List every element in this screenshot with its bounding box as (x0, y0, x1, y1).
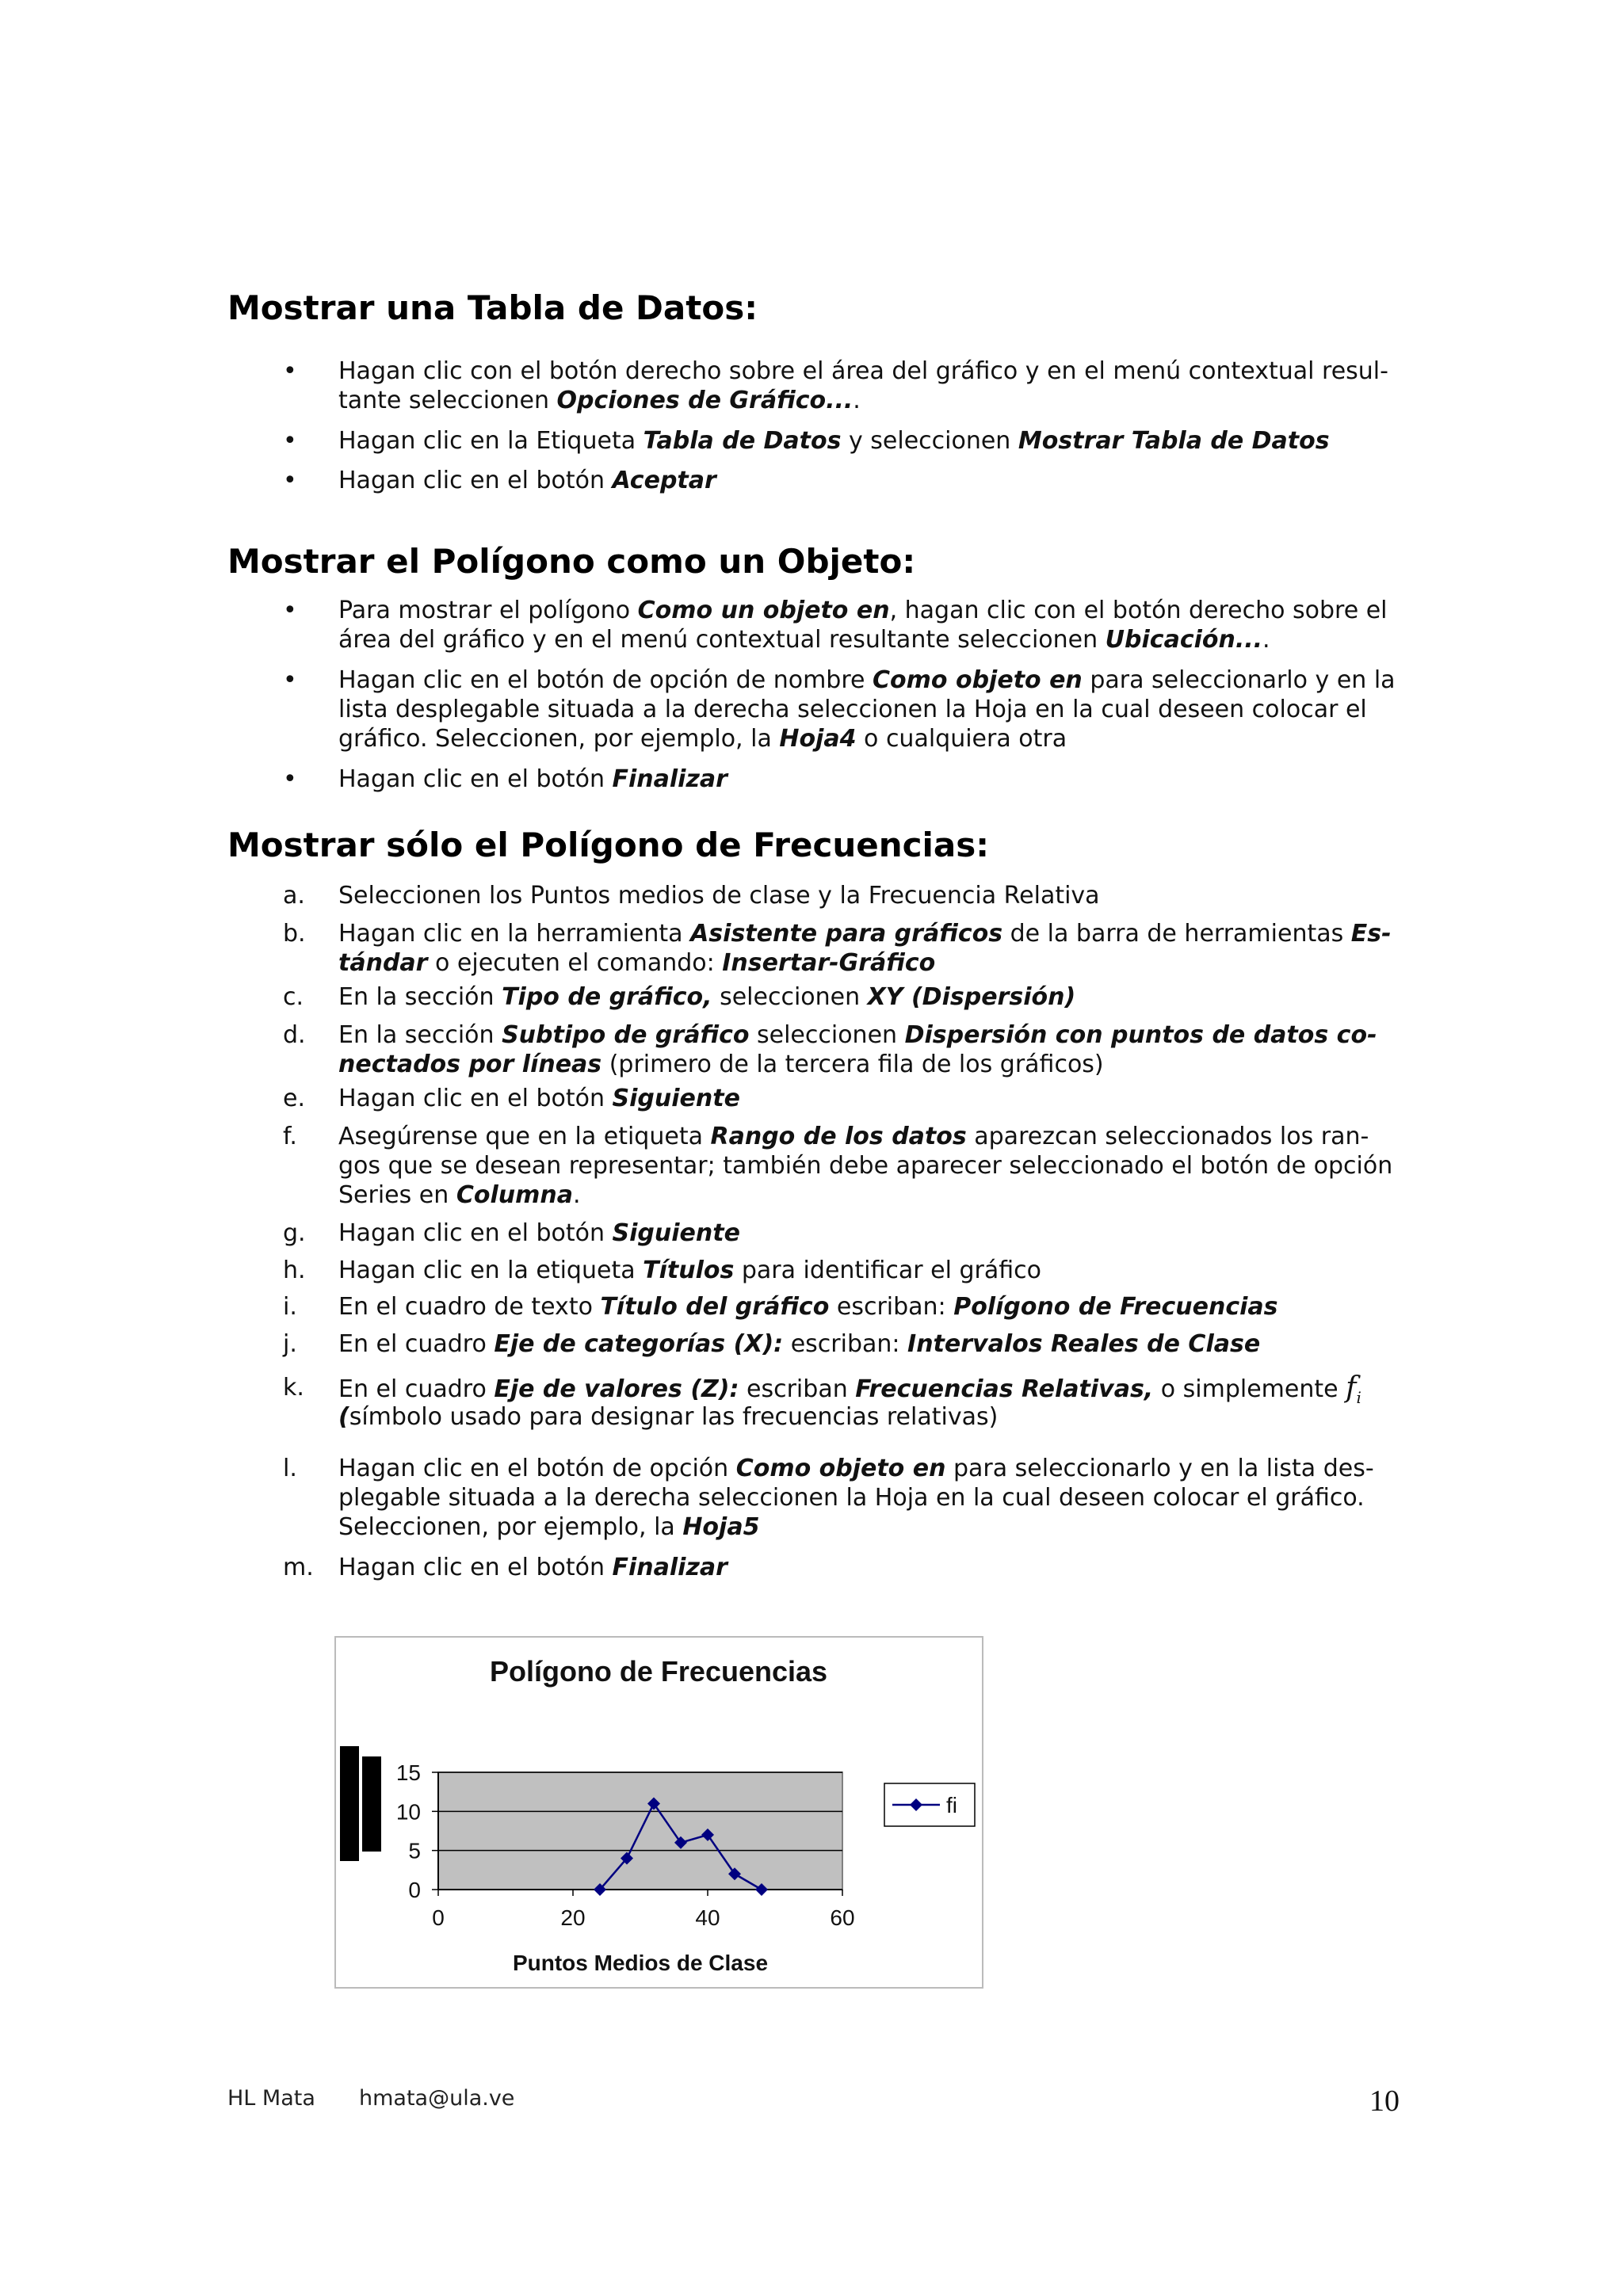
list-item-line (338, 666, 1405, 695)
text-run: En el cuadro (338, 1330, 495, 1358)
list-marker: • (283, 666, 297, 694)
list-item-line (338, 919, 1405, 948)
list-item-line (338, 695, 1405, 724)
list-item-line (338, 765, 1405, 794)
text-run: En la sección (338, 983, 502, 1011)
text-run: símbolo usado para designar las frecuencias relativas) (349, 1403, 999, 1431)
list-item-line (338, 1553, 1405, 1582)
emphasis-text: Eje de categorías (X): (494, 1330, 784, 1358)
emphasis-text: XY (Dispersión) (867, 983, 1076, 1011)
list-marker: a. (283, 882, 305, 910)
chart-title: Polígono de Frecuencias (489, 1655, 828, 1688)
section-title: Mostrar el Polígono como un Objeto: (227, 542, 916, 581)
list-marker: k. (283, 1374, 304, 1402)
text-run: seleccionen (749, 1021, 905, 1049)
list-marker: • (283, 467, 297, 494)
list-marker: • (283, 357, 297, 385)
emphasis-text: Como objeto en (735, 1455, 946, 1482)
list-marker: l. (283, 1455, 297, 1482)
text-run: para seleccionarlo y en la (1082, 666, 1396, 694)
emphasis-text: Eje de valores (Z): (494, 1375, 739, 1403)
list-item-line (338, 386, 1405, 415)
x-tick-label: 60 (830, 1905, 855, 1930)
text-run: , hagan clic con el botón derecho sobre el (889, 597, 1388, 624)
emphasis-text: Siguiente (612, 1219, 740, 1247)
footer-email: hmata@ula.ve (359, 2086, 515, 2111)
list-item-line (338, 1151, 1405, 1180)
text-run: escriban: (829, 1293, 954, 1321)
x-tick-label: 0 (432, 1905, 445, 1930)
list-marker: d. (283, 1021, 306, 1049)
x-axis-label: Puntos Medios de Clase (512, 1951, 769, 1975)
text-run: o simplemente (1153, 1375, 1346, 1403)
list-marker: c. (283, 983, 304, 1011)
text-run: Hagan clic en la Etiqueta (338, 427, 643, 455)
text-run: tante seleccionen (338, 387, 557, 414)
emphasis-text: Frecuencias Relativas, (855, 1375, 1154, 1403)
section-title: Mostrar una Tabla de Datos: (227, 288, 758, 327)
list-item-line (338, 1292, 1405, 1322)
text-run: . (572, 1181, 581, 1209)
text-run: En el cuadro (338, 1375, 495, 1403)
emphasis-text: Subtipo de gráfico (502, 1021, 750, 1049)
text-run: Hagan clic en el botón (338, 1554, 613, 1581)
text-run: o cualquiera otra (856, 725, 1067, 753)
list-marker: m. (283, 1554, 314, 1581)
text-run: (primero de la tercera fila de los gráficos) (601, 1051, 1104, 1078)
y-tick-label: 10 (395, 1799, 421, 1825)
text-run: Hagan clic en la herramienta (338, 920, 691, 948)
emphasis-text: Como un objeto en (637, 597, 890, 624)
y-tick-label: 5 (408, 1838, 421, 1863)
text-run: o ejecuten el comando: (427, 949, 723, 977)
emphasis-text: Como objeto en (873, 666, 1083, 694)
list-marker: g. (283, 1219, 306, 1247)
text-run: Asegúrense que en la etiqueta (338, 1123, 711, 1150)
list-item-line (338, 881, 1405, 910)
list-item-line (338, 466, 1405, 495)
text-run: seleccionen (712, 983, 868, 1011)
text-run: Hagan clic en el botón de opción (338, 1455, 736, 1482)
chart-svg (336, 1638, 982, 1987)
text-run: Hagan clic en el botón (338, 1219, 613, 1247)
emphasis-text: Tipo de gráfico, (502, 983, 712, 1011)
emphasis-text: Rango de los datos (710, 1123, 967, 1150)
emphasis-text: nectados por líneas (338, 1051, 602, 1078)
emphasis-text: Polígono de Frecuencias (953, 1293, 1278, 1321)
list-marker: j. (283, 1330, 297, 1358)
list-marker: b. (283, 920, 306, 948)
text-run: para seleccionarlo y en la lista des- (945, 1455, 1374, 1482)
text-run: . (853, 387, 861, 414)
list-item-line (338, 1084, 1405, 1113)
list-marker: • (283, 597, 297, 624)
text-run: Hagan clic con el botón derecho sobre el área del gráfico y en el menú contextual resul- (338, 357, 1388, 385)
list-item-line (338, 1402, 1405, 1432)
emphasis-text: tándar (338, 949, 428, 977)
list-item-line (338, 1020, 1405, 1050)
emphasis-text: Insertar-Gráfico (722, 949, 936, 977)
y-tick-label: 15 (395, 1760, 421, 1785)
emphasis-text: Hoja5 (682, 1513, 760, 1541)
list-item-line (338, 1122, 1405, 1151)
emphasis-text: Título del gráfico (600, 1293, 830, 1321)
text-run: plegable situada a la derecha seleccionen la Hoja en la cual deseen colocar el gráfico. (338, 1484, 1365, 1512)
text-run: Hagan clic en el botón de opción de nombre (338, 666, 873, 694)
emphasis-text: Mostrar Tabla de Datos (1018, 427, 1330, 455)
frequency-polygon-chart (334, 1636, 983, 1989)
emphasis-text: Títulos (643, 1257, 735, 1284)
text-run: En la sección (338, 1021, 502, 1049)
page-number: 10 (1369, 2084, 1400, 2118)
emphasis-text: Intervalos Reales de Clase (907, 1330, 1261, 1358)
axis-title-block (340, 1746, 359, 1861)
emphasis-text: Asistente para gráficos (690, 920, 1003, 948)
list-marker: • (283, 427, 297, 455)
emphasis-text: Columna (456, 1181, 573, 1209)
text-run: Series en (338, 1181, 456, 1209)
footer-author: HL Mata (227, 2086, 315, 2111)
list-marker: h. (283, 1257, 306, 1284)
emphasis-text: Finalizar (612, 1554, 727, 1581)
text-run: área del gráfico y en el menú contextual resultante seleccionen (338, 626, 1106, 654)
list-item-line (338, 1512, 1405, 1542)
text-run: Hagan clic en el botón (338, 1085, 613, 1112)
list-item-line (338, 724, 1405, 753)
axis-title-block (362, 1756, 381, 1852)
emphasis-text: Hoja4 (779, 725, 857, 753)
text-run: de la barra de herramientas (1002, 920, 1351, 948)
text-run: para identificar el gráfico (734, 1257, 1041, 1284)
text-run: lista desplegable situada a la derecha seleccionen la Hoja en la cual deseen colocar el (338, 696, 1367, 723)
text-run: Para mostrar el polígono (338, 597, 638, 624)
text-run: Seleccionen, por ejemplo, la (338, 1513, 683, 1541)
text-run: gráfico. Seleccionen, por ejemplo, la (338, 725, 780, 753)
list-item-line (338, 1256, 1405, 1285)
list-item-line (338, 1219, 1405, 1248)
text-run: En el cuadro de texto (338, 1293, 601, 1321)
list-item-line (338, 1050, 1405, 1079)
emphasis-text: Siguiente (612, 1085, 740, 1112)
text-run: gos que se desean representar; también debe aparecer seleccionado el botón de opción (338, 1152, 1393, 1180)
emphasis-text: Finalizar (612, 765, 727, 793)
y-tick-label: 0 (408, 1878, 421, 1902)
emphasis-text: Es- (1350, 920, 1392, 948)
text-run: Hagan clic en el botón (338, 765, 613, 793)
text-run: escriban (739, 1375, 856, 1403)
emphasis-text: Opciones de Gráfico... (556, 387, 854, 414)
emphasis-text: Ubicación... (1105, 626, 1263, 654)
list-item-line (338, 625, 1405, 654)
list-marker: e. (283, 1085, 305, 1112)
emphasis-text: Aceptar (612, 467, 716, 494)
text-run: Seleccionen los Puntos medios de clase y la Frecuencia Relativa (338, 882, 1100, 910)
emphasis-text: ( (338, 1403, 349, 1431)
text-run: . (1262, 626, 1270, 654)
text-run: aparezcan seleccionados los ran- (966, 1123, 1369, 1150)
list-marker: i. (283, 1293, 297, 1321)
text-run: escriban: (783, 1330, 908, 1358)
list-item-line (338, 1454, 1405, 1483)
section-title: Mostrar sólo el Polígono de Frecuencias: (227, 826, 990, 864)
x-tick-label: 20 (560, 1905, 586, 1930)
emphasis-text: Tabla de Datos (643, 427, 842, 455)
list-marker: • (283, 765, 297, 793)
text-run: y seleccionen (841, 427, 1018, 455)
list-marker: f. (283, 1123, 297, 1150)
text-run: Hagan clic en la etiqueta (338, 1257, 643, 1284)
list-item-line (338, 357, 1405, 386)
fi-symbol: $f_i$ (1346, 1371, 1361, 1408)
legend-label: fi (946, 1793, 957, 1817)
fi-subscript: i (1356, 1388, 1361, 1408)
list-item-line (338, 1329, 1405, 1359)
list-item-line (338, 948, 1405, 978)
x-tick-label: 40 (695, 1905, 720, 1930)
list-item-line (338, 1483, 1405, 1512)
list-item-line (338, 596, 1405, 625)
text-run: Hagan clic en el botón (338, 467, 613, 494)
list-item-line (338, 982, 1405, 1012)
list-item-line (338, 1180, 1405, 1210)
emphasis-text: Dispersión con puntos de datos co- (904, 1021, 1377, 1049)
list-item-line (338, 426, 1405, 456)
